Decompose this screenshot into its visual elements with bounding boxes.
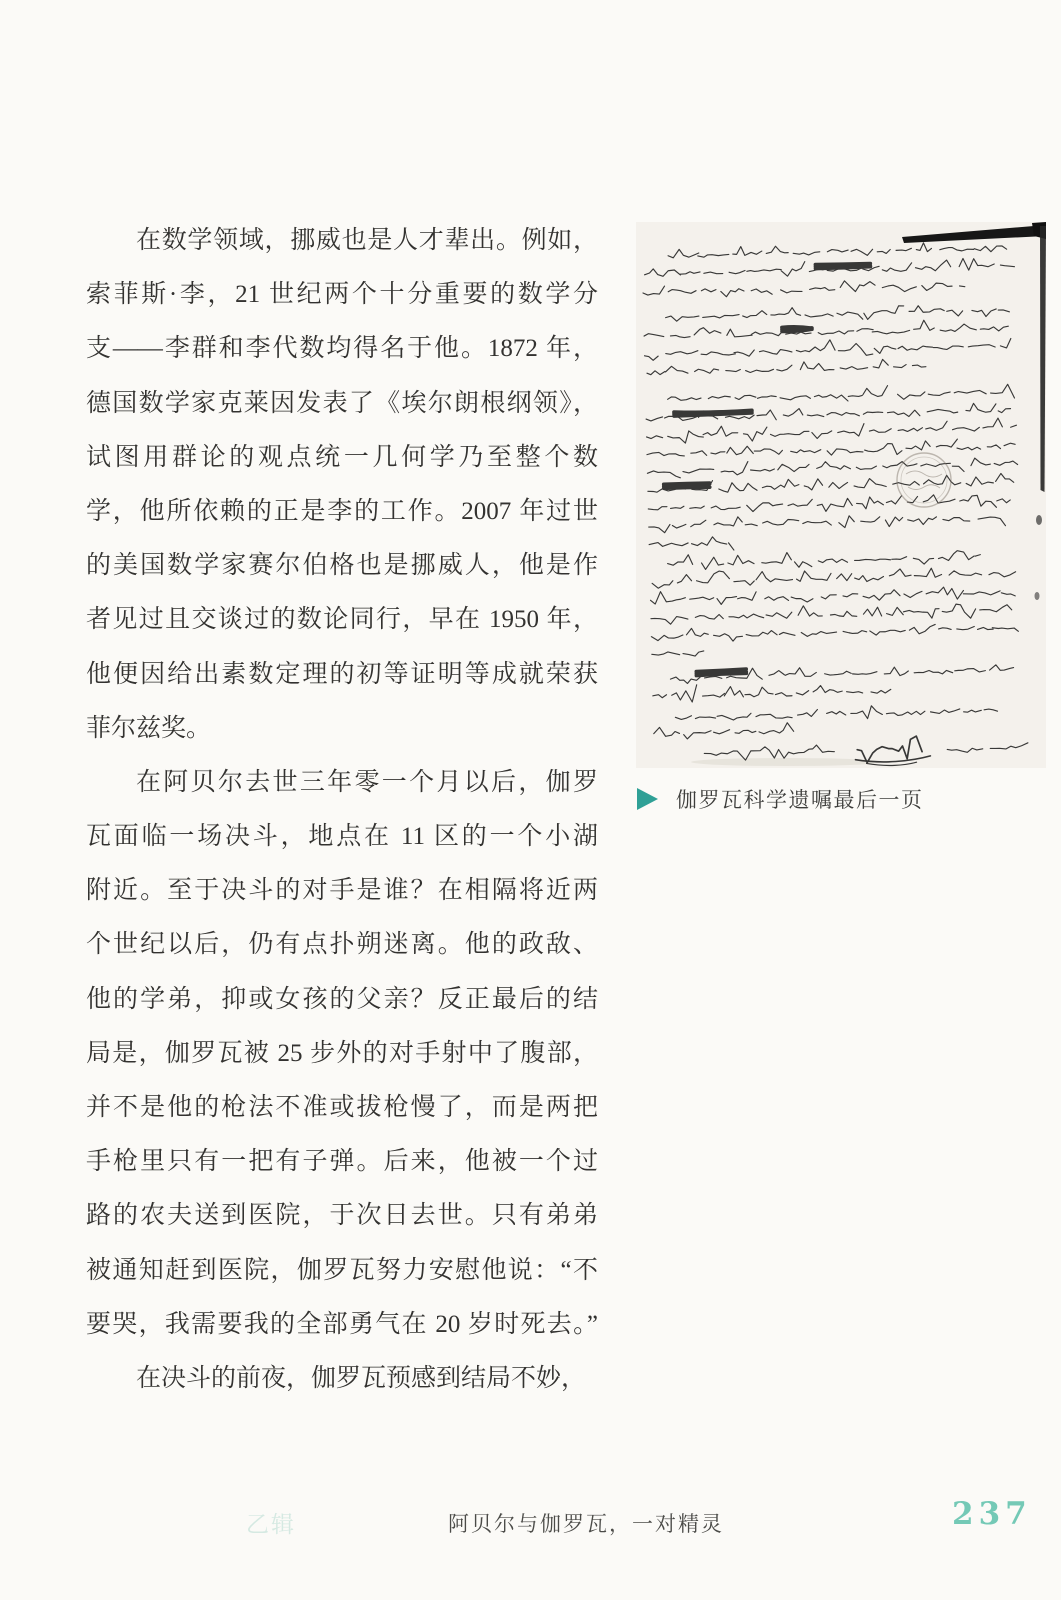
manuscript-image [636,222,1046,768]
text-line: 被通知赶到医院，伽罗瓦努力安慰他说：“不 [86,1256,598,1284]
text-line: 并不是他的枪法不准或拔枪慢了，而是两把 [86,1094,598,1121]
text-line: 局是，伽罗瓦被 25 步外的对手射中了腹部， [86,1039,598,1067]
text-line: 德国数学家克莱因发表了《埃尔朗根纲领》， [86,389,598,417]
text-line: 支——李群和李代数均得名于他。1872 年， [86,335,598,363]
text-line: 学，他所依赖的正是李的工作。2007 年过世 [86,497,598,525]
footer-page-number: 237 [952,1496,1032,1532]
footer-running-title: 阿贝尔与伽罗瓦，一对精灵 [448,1513,724,1536]
text-line: 试图用群论的观点统一几何学乃至整个数 [86,443,598,471]
text-line: 附近。至于决斗的对手是谁？在相隔将近两 [86,877,598,905]
text-line: 要哭，我需要我的全部勇气在 20 岁时死去。” [86,1310,598,1338]
body-text [86,214,598,1406]
text-line: 在数学领域，挪威也是人才辈出。例如， [136,227,598,254]
text-line: 索菲斯·李，21 世纪两个十分重要的数学分 [86,281,598,309]
text-line: 个世纪以后，仍有点扑朔迷离。他的政敌、 [86,931,598,959]
text-line: 者见过且交谈过的数论同行，早在 1950 年， [86,606,598,634]
text-line: 在决斗的前夜，伽罗瓦预感到结局不妙， [136,1364,587,1392]
text-line: 在阿贝尔去世三年零一个月以后，伽罗 [136,768,598,796]
manuscript-figure [636,222,1046,768]
text-line: 的美国数学家赛尔伯格也是挪威人，他是作 [86,552,598,580]
text-line: 路的农夫送到医院，于次日去世。只有弟弟 [86,1202,598,1230]
caption-marker-icon [637,788,658,810]
text-line: 手枪里只有一把有子弹。后来，他被一个过 [86,1148,598,1176]
text-line: 他便因给出素数定理的初等证明等成就荣获 [86,660,598,688]
text-line: 瓦面临一场决斗，地点在 11 区的一个小湖 [86,823,598,851]
text-line: 他的学弟，抑或女孩的父亲？反正最后的结 [86,985,598,1013]
figure-caption-row [637,784,924,814]
footer-series-label: 乙辑 [246,1511,296,1537]
text-line: 菲尔兹奖。 [86,714,212,742]
figure-caption: 伽罗瓦科学遗嘱最后一页 [676,789,924,812]
